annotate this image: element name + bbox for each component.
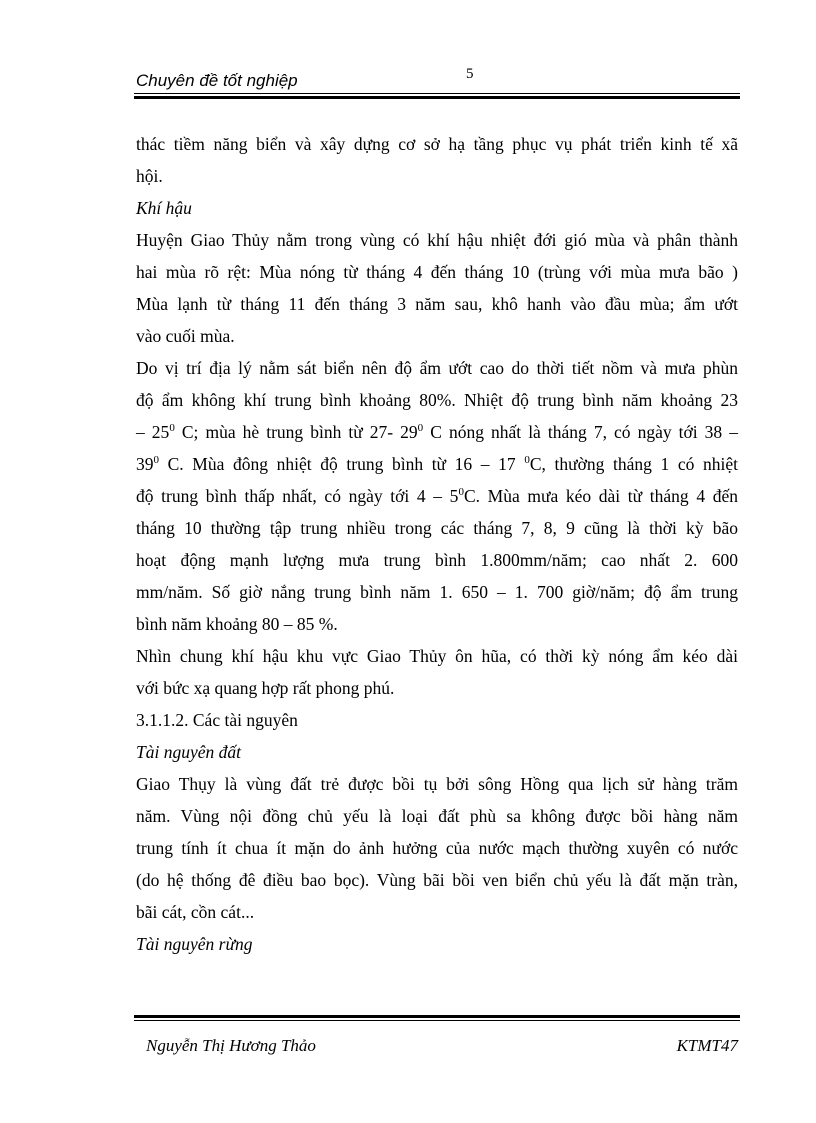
text-line: độ ẩm không khí trung bình khoảng 80%. Nhiệt độ trung bình năm khoảng 23 [136,390,738,410]
degree-superscript: 0 [417,422,424,434]
text-line: Do vị trí địa lý nằm sát biển nên độ ẩm ướt cao do thời tiết nồm và mưa phùn [136,358,738,378]
page-number: 5 [466,66,474,82]
document-body [136,128,738,960]
text-line: (do hệ thống đê điều bao bọc). Vùng bãi bồi ven biển chủ yếu là đất mặn tràn, [136,870,738,890]
section-heading-climate: Khí hậu [136,198,192,218]
section-heading-forest: Tài nguyên rừng [136,934,253,954]
text-line: hoạt động mạnh lượng mưa trung bình 1.800mm/năm; cao nhất 2. 600 [136,550,738,570]
text-line: vào cuối mùa. [136,326,235,346]
text-line: $39^0$ C. Mùa đông nhiệt độ trung bình từ 16 – 17 $^0$C, thường tháng 1 có nhiệt [136,454,738,474]
text-line: Mùa lạnh từ tháng 11 đến tháng 3 năm sau, khô hanh vào đầu mùa; ẩm ướt [136,294,738,314]
text-line: trung tính ít chua ít mặn do ảnh hưởng của nước mạch thường xuyên có nước [136,838,738,858]
text-line: tháng 10 thường tập trung nhiều trong các tháng 7, 8, 9 cũng là thời kỳ bão [136,518,738,538]
footer-divider [134,1015,740,1021]
text-line: Nhìn chung khí hậu khu vực Giao Thủy ôn hũa, có thời kỳ nóng ẩm kéo dài [136,646,738,666]
text-line: – $25^0$ C; mùa hè trung bình từ 27- $29^0$ C nóng nhất là tháng 7, có ngày tới 38 – [136,422,738,442]
text-line: với bức xạ quang hợp rất phong phú. [136,678,395,698]
footer-class: KTMT47 [676,1036,738,1055]
header-title: Chuyên đề tốt nghiệp [136,71,298,90]
text-line: hội. [136,166,163,186]
text-line: bình năm khoảng 80 – 85 %. [136,614,338,634]
header-divider [134,93,740,99]
text-line: Huyện Giao Thủy nằm trong vùng có khí hậu nhiệt đới gió mùa và phân thành [136,230,738,250]
text-line: năm. Vùng nội đồng chủ yếu là loại đất phù sa không được bồi hàng năm [136,806,738,826]
text-line: độ trung bình thấp nhất, có ngày tới $4 - 5^0C$. Mùa mưa kéo dài từ tháng 4 đến [136,486,738,506]
text-line: Giao Thụy là vùng đất trẻ được bồi tụ bởi sông Hồng qua lịch sử hàng trăm [136,774,738,794]
degree-superscript: 0 [524,454,530,466]
degree-superscript: 0 [169,422,175,434]
section-heading-resources: 3.1.1.2. Các tài nguyên [136,710,298,730]
footer-author: Nguyễn Thị Hương Thảo [146,1036,316,1055]
text-line: bãi cát, cồn cát... [136,902,255,922]
text-line: thác tiềm năng biển và xây dựng cơ sở hạ tầng phục vụ phát triển kinh tế xã [136,134,738,154]
text-line: hai mùa rõ rệt: Mùa nóng từ tháng 4 đến tháng 10 (trùng với mùa mưa bão ) [136,262,738,282]
degree-superscript: 0 [458,486,464,498]
section-heading-land: Tài nguyên đất [136,742,241,762]
text-line: mm/năm. Số giờ nắng trung bình năm 1. 650 – 1. 700 giờ/năm; độ ẩm trung [136,582,738,602]
degree-superscript: 0 [153,454,159,466]
